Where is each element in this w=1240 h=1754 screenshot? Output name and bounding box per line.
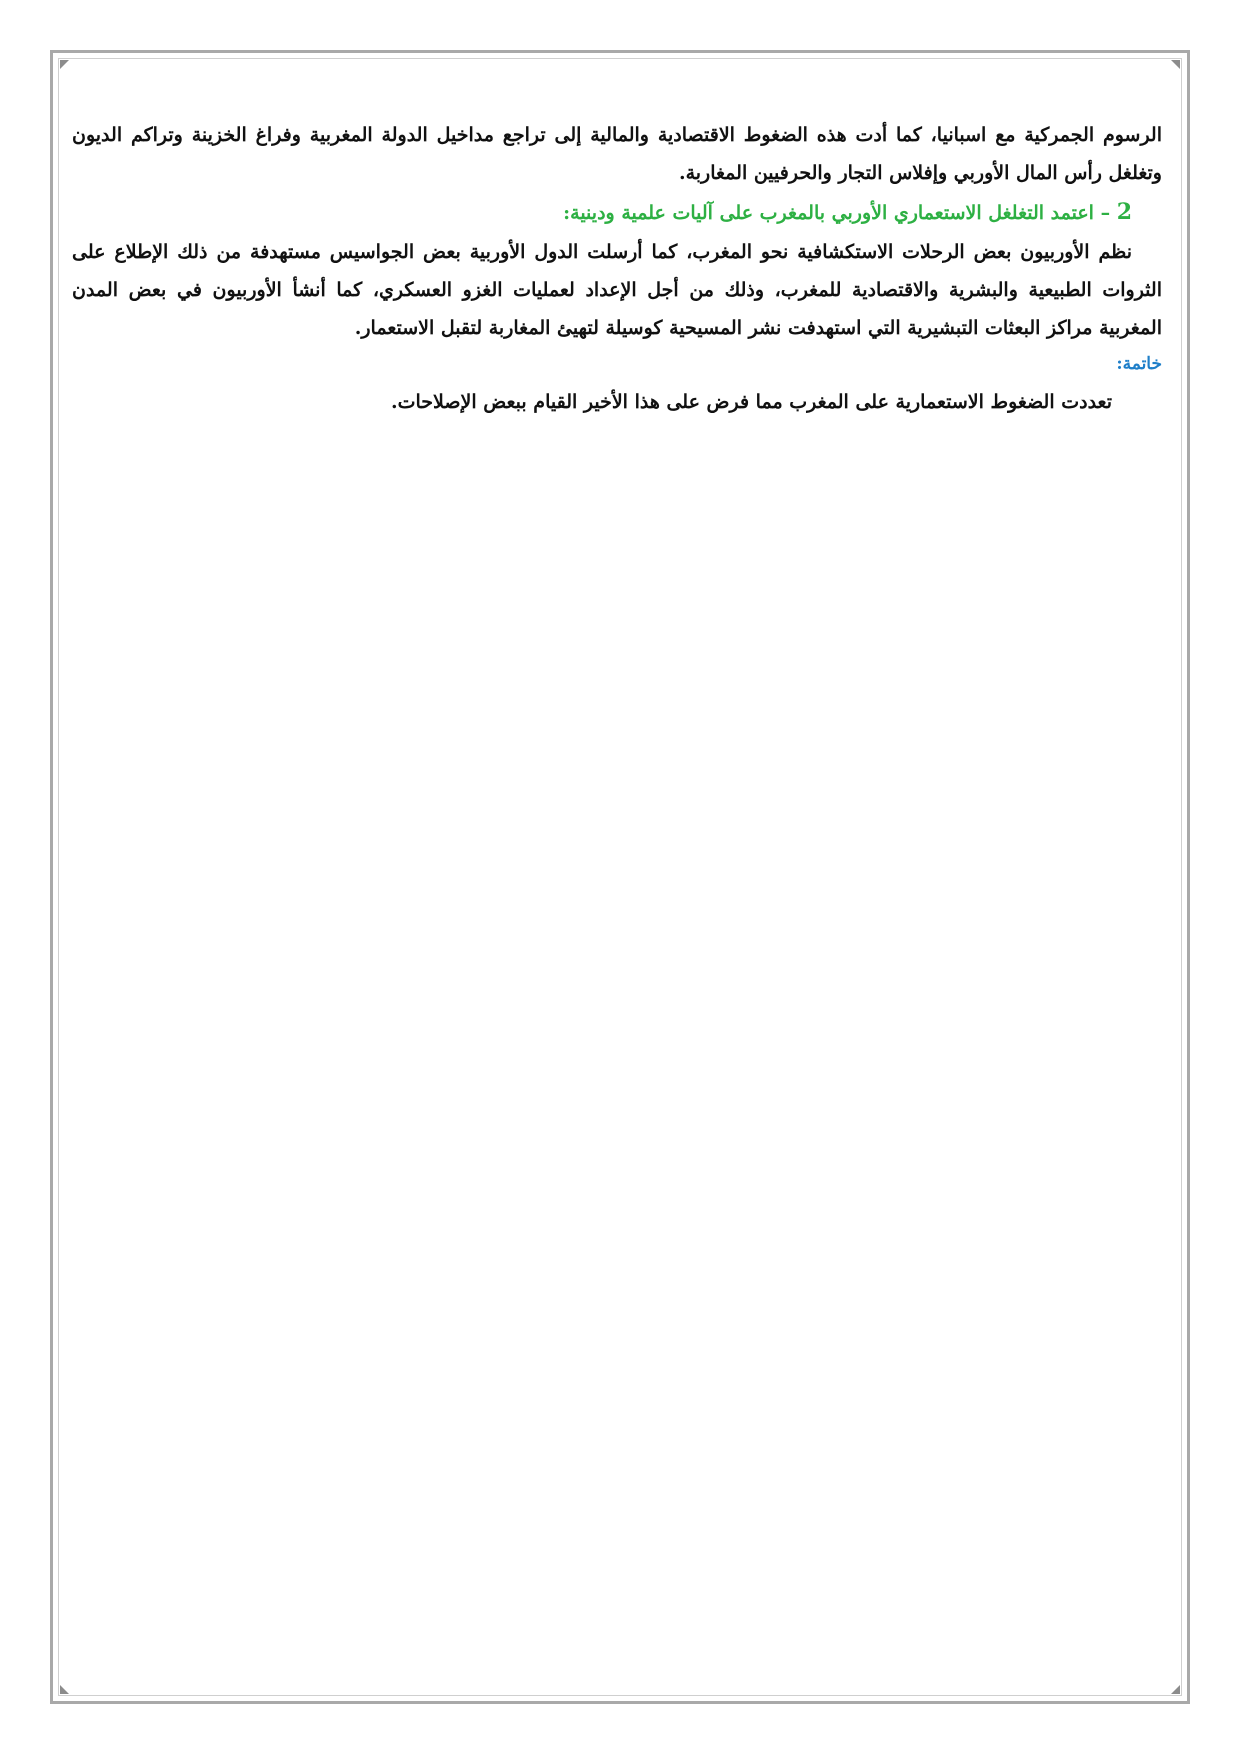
section-heading-2 <box>72 192 1162 233</box>
paragraph-scientific-religious: نظم الأوربيون بعض الرحلات الاستكشافية نحو المغرب، كما أرسلت الدول الأوربية بعض الجواسيس مستهدفة من ذلك الإطلاع على الثروات الطبيعية والبشرية والاقتصادية للمغرب، وذلك من أجل الإعداد لعمليات الغزو العسكري، كما أنشأ الأوربيون في بعض المدن المغربية مراكز البعثات التبشيرية التي استهدفت نشر المسيحية كوسيلة لتهيئ المغاربة لتقبل الاستعمار. <box>72 241 1162 339</box>
corner-ornament-bottom-right <box>1171 1685 1180 1694</box>
conclusion-label: خاتمة: <box>1116 354 1162 374</box>
corner-ornament-top-left <box>60 60 69 69</box>
corner-ornament-top-right <box>1171 60 1180 69</box>
conclusion-text: تعددت الضغوط الاستعمارية على المغرب مما فرض على هذا الأخير القيام ببعض الإصلاحات. <box>390 391 1112 413</box>
document-body <box>72 116 1162 423</box>
section-heading-text: – اعتمد التغلغل الاستعماري الأوربي بالمغرب على آليات علمية ودينية: <box>563 202 1117 224</box>
section-heading-number: 2 <box>1116 199 1132 225</box>
paragraph-economic-pressures: الرسوم الجمركية مع اسبانيا، كما أدت هذه الضغوط الاقتصادية والمالية إلى تراجع مداخيل الدولة المغربية وفراغ الخزينة وتراكم الديون وتغلغل رأس المال الأوربي وإفلاس التجار والحرفيين المغاربة. <box>72 124 1162 184</box>
corner-ornament-bottom-left <box>60 1685 69 1694</box>
